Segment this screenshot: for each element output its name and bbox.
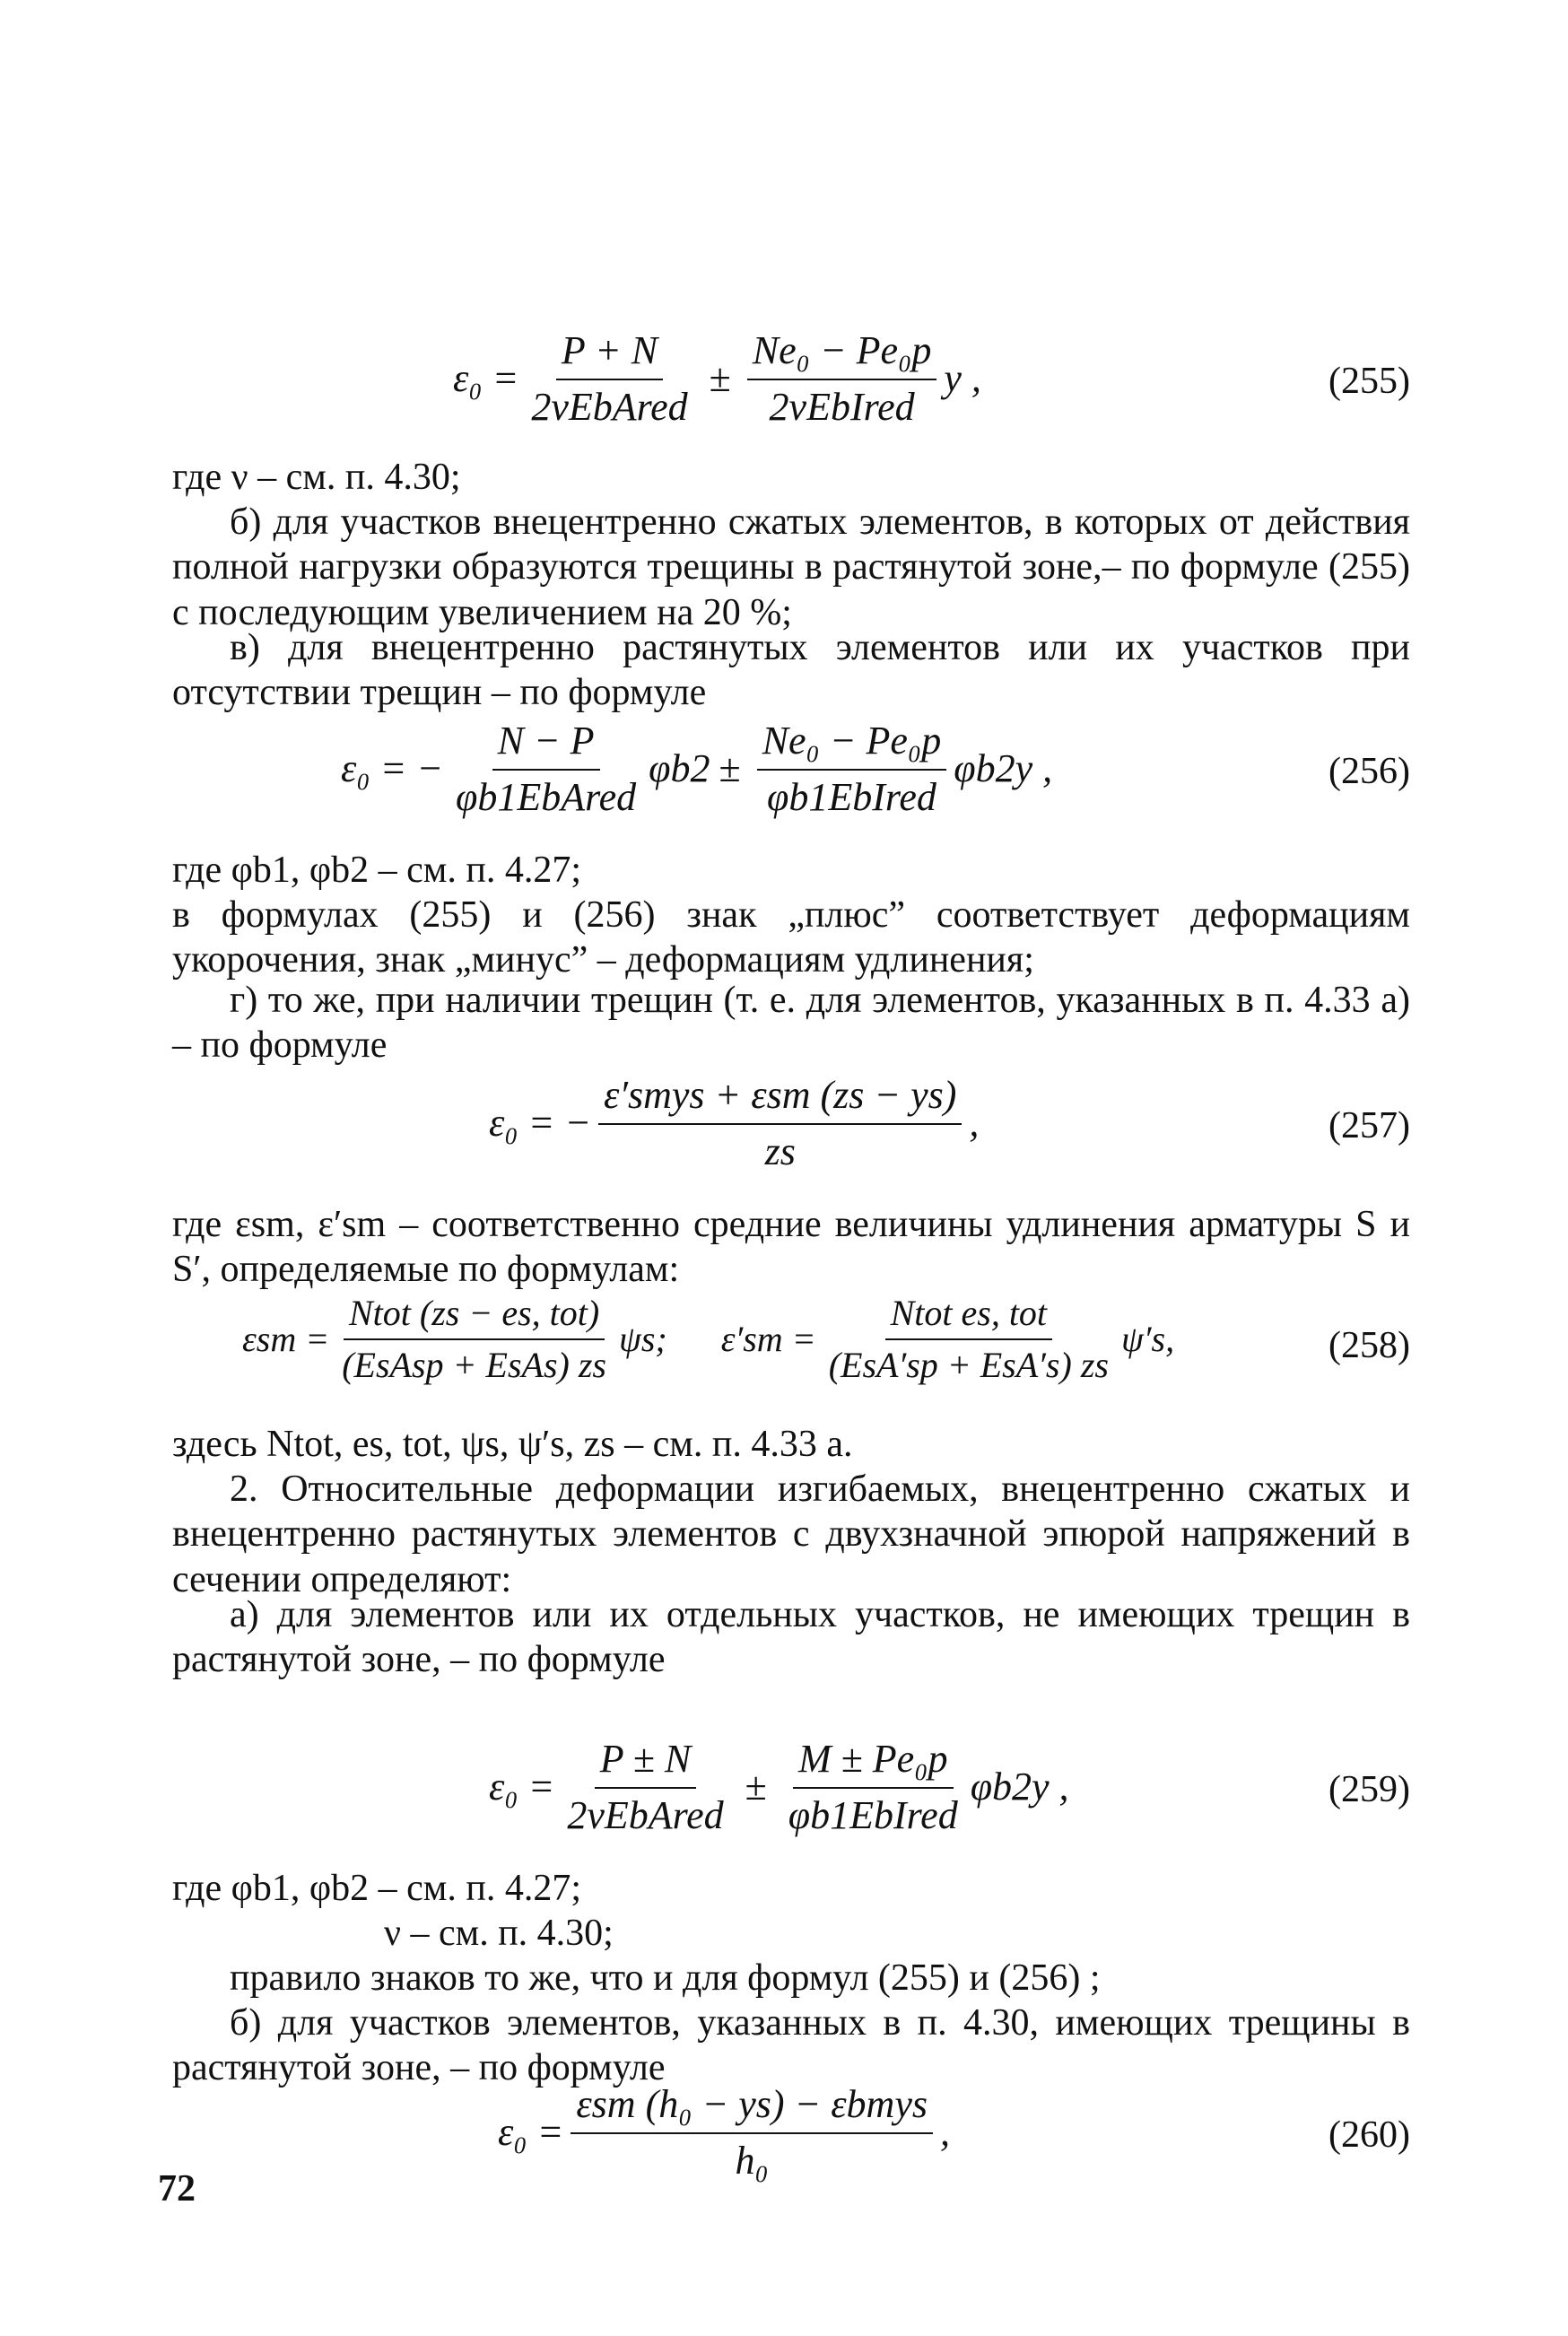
formula-lhs: εsm = (242, 1319, 330, 1359)
formula-255: ε₀ = $\frac{P + N}{\text{2νEbAred}}$ ± $\frac{\text{Ne₀ − Pe₀p}}{\text{2νEbIred}}$ y , (453, 327, 981, 431)
fraction: $\frac{P + N}{\text{2νEbAred}}$ (531, 328, 688, 429)
equation-number: (255) (1328, 361, 1410, 402)
formula-lhs: ε₀ = − (489, 1101, 592, 1146)
paragraph: в формулах (255) и (256) знак „плюс” соответствует деформациям укорочения, знак „минус” – деформациям удлинения; (172, 894, 1410, 981)
paragraph: а) для элементов или их отдельных участков, не имеющих трещин в растянутой зоне, – по формуле (172, 1594, 1410, 1681)
formula-258: εsm = $\frac{\text{Ntot (zs − es, tot)}}{\text{(EsAsp + EsAs) zs}}$ ψs; ε′sm = $\frac{\text{Ntot es, tot}}{\text{(EsA′sp + EsA′s) zs}}$ ψ′s, (242, 1293, 1175, 1385)
fraction: $\frac{\text{εsm (h₀ − ys) − εbmys}}{\text{h₀}}$ (571, 2081, 933, 2185)
fraction: $\frac{N - P}{\text{φb1EbAred}}$ (456, 719, 637, 819)
paragraph: правило знаков то же, что и для формул (255) и (256) ; (230, 1957, 1101, 1999)
equation-number: (260) (1328, 2114, 1410, 2156)
fraction: $\frac{\text{Ne₀ − Pe₀p}}{\text{φb1EbIred}}$ (757, 718, 947, 822)
text-line: где φb1, φb2 – см. п. 4.27; (172, 1868, 581, 1909)
paragraph: г) то же, при наличии трещин (т. е. для элементов, указанных в п. 4.33 а) – по формуле (172, 980, 1410, 1067)
fraction: $\frac{\text{Ntot (zs − es, tot)}}{\text{(EsAsp + EsAs) zs}}$ (342, 1293, 606, 1385)
formula-256: ε₀ = − $\frac{N - P}{\text{φb1EbAred}}$ φb2 ± $\frac{\text{Ne₀ − Pe₀p}}{\text{φb1EbIred}}$ φb2y , (341, 718, 1052, 822)
equation-number: (258) (1328, 1325, 1410, 1366)
text-line: здесь Ntot, es, tot, ψs, ψ′s, zs – см. п. 4.33 а. (172, 1424, 853, 1465)
formula-lhs: ε₀ = (498, 2110, 564, 2155)
fraction: $\frac{P \pm N}{\text{2νEbAred}}$ (567, 1737, 724, 1837)
equation-number: (259) (1328, 1769, 1410, 1810)
paragraph: б) для участков элементов, указанных в п. 4.30, имеющих трещины в растянутой зоне, – по формуле (172, 2002, 1410, 2089)
formula-260: ε₀ = $\frac{\text{εsm (h₀ − ys) − εbmys}}{\text{h₀}}$ , (498, 2081, 950, 2185)
formula-lhs: ε′sm = (720, 1319, 816, 1359)
fraction: $\frac{\text{Ntot es, tot}}{\text{(EsA′sp + EsA′s) zs}}$ (828, 1293, 1109, 1385)
page-number: 72 (158, 2168, 196, 2210)
text-line: где ν – см. п. 4.30; (172, 457, 461, 498)
paragraph: в) для внецентренно растянутых элементов или их участков при отсутствии трещин – по формуле (172, 627, 1410, 714)
fraction: $\frac{\text{M ± Pe₀p}}{\text{φb1EbIred}}$ (788, 1737, 958, 1837)
text-line: где φb1, φb2 – см. п. 4.27; (172, 850, 581, 891)
formula-257: ε₀ = − $\frac{\text{ε′smys + εsm (zs − ys)}}{zs}$ , (489, 1072, 979, 1176)
formula-lhs: ε₀ = (453, 356, 519, 401)
paragraph: где εsm, ε′sm – соответственно средние величины удлинения арматуры S и S′, определяемые по формулам: (172, 1204, 1410, 1291)
formula-lhs: ε₀ = − (341, 746, 444, 791)
fraction: $\frac{\text{Ne₀ − Pe₀p}}{\text{2νEbIred}}$ (747, 327, 937, 431)
text-line: ν – см. п. 4.30; (384, 1913, 614, 1954)
formula-259: ε₀ = $\frac{P \pm N}{\text{2νEbAred}}$ ± $\frac{\text{M ± Pe₀p}}{\text{φb1EbIred}}$ φb2y , (489, 1736, 1069, 1840)
equation-number: (257) (1328, 1105, 1410, 1146)
formula-lhs: ε₀ = (489, 1765, 555, 1809)
paragraph: 2. Относительные деформации изгибаемых, внецентренно сжатых и внецентренно растянутых элементов с двухзначной эпюрой напряжений в сечении определяют: (172, 1469, 1410, 1600)
fraction: $\frac{\text{ε′smys + εsm (zs − ys)}}{zs}$ (598, 1072, 962, 1176)
equation-number: (256) (1328, 751, 1410, 792)
paragraph: б) для участков внецентренно сжатых элементов, в которых от действия полной нагрузки образуются трещины в растянутой зоне,– по формуле (255) с последующим увеличением на 20 %; (172, 501, 1410, 633)
